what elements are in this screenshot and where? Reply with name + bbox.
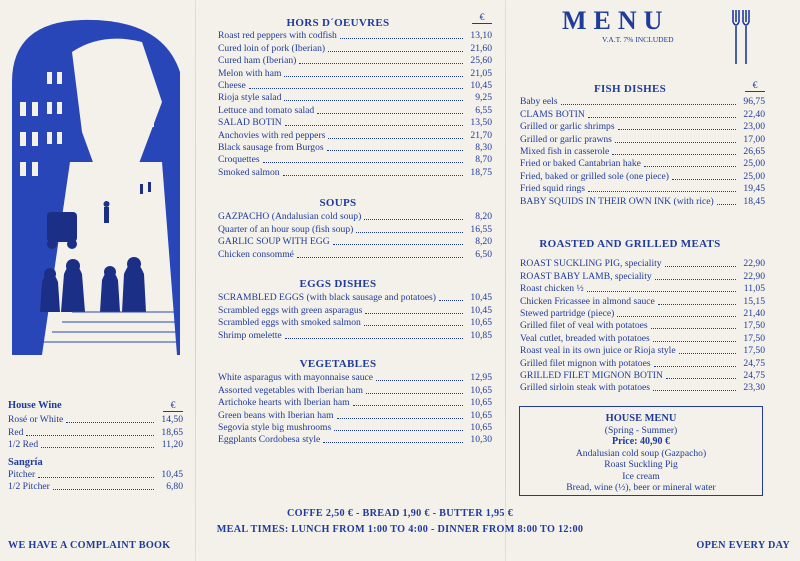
menu-item-name: Grilled sirloin steak with potatoes (520, 382, 651, 394)
euro-header-wine: € (163, 400, 183, 412)
menu-item-name: Stewed partridge (piece) (520, 307, 615, 319)
dot-leader (679, 353, 736, 354)
menu-item-price: 17,50 (743, 332, 765, 344)
dot-leader (285, 338, 463, 339)
house-menu-line: Andalusian cold soup (Gazpacho) (575, 447, 707, 459)
extras-line: COFFE 2,50 € - BREAD 1,90 € - BUTTER 1,95 € (287, 508, 513, 519)
dot-leader (617, 316, 736, 317)
menu-item-row (218, 372, 492, 384)
dot-leader (658, 304, 736, 305)
dot-leader (366, 393, 463, 394)
menu-item-price: 21,05 (470, 67, 492, 79)
menu-item-row (520, 258, 765, 270)
menu-item-price: 10,65 (470, 317, 492, 329)
menu-item-row (520, 195, 765, 207)
menu-item-price: 6,50 (475, 248, 492, 260)
sangria-title: Sangría (8, 457, 43, 469)
dot-leader (365, 313, 463, 314)
dot-leader (353, 405, 463, 406)
dot-leader (561, 104, 736, 105)
menu-item-row (520, 357, 765, 369)
dot-leader (317, 113, 463, 114)
dot-leader (588, 191, 736, 192)
menu-item-price: 24,75 (743, 369, 765, 381)
menu-item-name: GAZPACHO (Andalusian cold soup) (218, 211, 362, 223)
dot-leader (297, 257, 463, 258)
menu-item-row (520, 270, 765, 282)
menu-item-name: Smoked salmon (218, 166, 280, 178)
dot-leader (618, 129, 736, 130)
menu-item-price: 17,50 (743, 320, 765, 332)
menu-item-name: GARLIC SOUP WITH EGG (218, 236, 330, 248)
dot-leader (588, 117, 736, 118)
hors-doeuvres-list (218, 30, 492, 179)
menu-item-row (8, 468, 183, 480)
dot-leader (376, 380, 463, 381)
complaint-book-note: WE HAVE A COMPLAINT BOOK (8, 540, 171, 551)
menu-item-price: 10,65 (470, 421, 492, 433)
menu-item-name: Cured ham (Iberian) (218, 55, 297, 67)
menu-item-price: 8,30 (475, 141, 492, 153)
menu-item-name: Baby eels (520, 96, 558, 108)
menu-item-name: Chicken consommé (218, 248, 294, 260)
house-wine-list (8, 414, 183, 451)
meal-times-line: MEAL TIMES: LUNCH FROM 1:00 TO 4:00 - DINNER FROM 8:00 TO 12:00 (216, 524, 584, 535)
menu-item-name: Fried or baked Cantabrian hake (520, 158, 641, 170)
menu-item-row (218, 104, 492, 116)
menu-item-row (218, 236, 492, 248)
menu-item-row (218, 397, 492, 409)
menu-item-name: Roast red peppers with codfish (218, 30, 337, 42)
fish-title: FISH DISHES (593, 83, 667, 95)
dot-leader (249, 88, 463, 89)
menu-item-row (520, 121, 765, 133)
menu-item-price: 25,00 (743, 158, 765, 170)
dot-leader (327, 150, 463, 151)
menu-item-name: Segovia style big mushrooms (218, 421, 332, 433)
menu-item-name: Melon with ham (218, 67, 282, 79)
hors-doeuvres-title: HORS D´OEUVRES (286, 17, 390, 29)
dot-leader (53, 489, 154, 490)
menu-item-name: White asparagus with mayonnaise sauce (218, 372, 374, 384)
menu-item-name: GRILLED FILET MIGNON BOTIN (520, 369, 663, 381)
menu-item-name: Red (8, 426, 24, 438)
menu-item-row (218, 223, 492, 235)
menu-item-name: CLAMS BOTIN (520, 108, 585, 120)
menu-item-price: 14,50 (161, 414, 183, 426)
dot-leader (587, 291, 736, 292)
menu-item-price: 16,55 (470, 223, 492, 235)
menu-item-row (520, 108, 765, 120)
dot-leader (654, 366, 736, 367)
dot-leader (612, 154, 736, 155)
menu-item-row (520, 158, 765, 170)
menu-item-name: Green beans with Iberian ham (218, 409, 334, 421)
menu-item-price: 10,45 (161, 468, 183, 480)
dot-leader (665, 266, 736, 267)
menu-item-name: Scrambled eggs with green asparagus (218, 304, 363, 316)
menu-item-name: Quarter of an hour soup (fish soup) (218, 223, 354, 235)
menu-item-price: 24,75 (743, 357, 765, 369)
dot-leader (356, 232, 463, 233)
menu-item-price: 18,75 (470, 166, 492, 178)
sangria-list (8, 468, 183, 493)
menu-item-row (8, 439, 183, 451)
eggs-list (218, 292, 492, 342)
menu-item-row (520, 146, 765, 158)
menu-item-price: 11,05 (743, 283, 765, 295)
menu-item-price: 21,60 (470, 42, 492, 54)
menu-item-price: 6,80 (166, 480, 183, 492)
menu-item-name: Shrimp omelette (218, 329, 282, 341)
house-menu-line: Bread, wine (½), beer or mineral water (566, 482, 716, 493)
fold-line-left (195, 0, 196, 561)
dot-leader (666, 378, 736, 379)
dot-leader (284, 76, 463, 77)
menu-item-row (218, 166, 492, 178)
menu-item-name: BABY SQUIDS IN THEIR OWN INK (with rice) (520, 195, 714, 207)
menu-item-row (520, 382, 765, 394)
dot-leader (299, 63, 463, 64)
menu-item-row (520, 320, 765, 332)
menu-item-name: Mixed fish in casserole (520, 145, 610, 157)
menu-item-price: 26,65 (743, 145, 765, 157)
menu-item-name: Scrambled eggs with smoked salmon (218, 317, 361, 329)
menu-item-name: ROAST BABY LAMB, speciality (520, 270, 652, 282)
menu-item-price: 23,30 (743, 382, 765, 394)
menu-item-name: SALAD BOTIN (218, 117, 282, 129)
menu-item-name: Grilled or garlic prawns (520, 133, 612, 145)
menu-item-price: 10,65 (470, 397, 492, 409)
fold-line-right (505, 0, 506, 561)
menu-item-row (218, 329, 492, 341)
meats-title: ROASTED AND GRILLED MEATS (539, 238, 721, 250)
menu-item-price: 13,50 (470, 117, 492, 129)
menu-item-row (218, 55, 492, 67)
menu-item-row (520, 370, 765, 382)
eggs-title: EGGS DISHES (299, 278, 377, 290)
menu-item-price: 25,00 (743, 170, 765, 182)
menu-item-price: 10,45 (470, 304, 492, 316)
menu-item-name: Cheese (218, 79, 246, 91)
menu-item-price: 6,55 (475, 104, 492, 116)
dot-leader (38, 477, 154, 478)
house-menu-line: Ice cream (622, 470, 660, 482)
menu-item-name: Fried, baked or grilled sole (one piece) (520, 170, 669, 182)
menu-item-name: ROAST SUCKLING PIG, speciality (520, 258, 662, 270)
menu-item-row (218, 30, 492, 42)
dot-leader (340, 38, 463, 39)
house-menu-price: Price: 40,90 € (611, 436, 671, 447)
menu-item-row (520, 170, 765, 182)
soups-section (218, 197, 492, 261)
house-menu-title: HOUSE MENU (605, 413, 677, 424)
menu-item-name: Anchovies with red peppers (218, 129, 326, 141)
menu-item-price: 10,85 (470, 329, 492, 341)
menu-item-name: Assorted vegetables with Iberian ham (218, 384, 363, 396)
menu-item-price: 10,45 (470, 292, 492, 304)
menu-item-price: 13,10 (470, 30, 492, 42)
menu-item-price: 18,65 (161, 426, 183, 438)
dot-leader (644, 166, 736, 167)
menu-item-price: 8,20 (475, 211, 492, 223)
dot-leader (364, 325, 463, 326)
menu-item-price: 12,95 (470, 372, 492, 384)
menu-item-name: Black sausage from Burgos (218, 141, 324, 153)
menu-item-row (520, 96, 765, 108)
soups-title: SOUPS (319, 197, 357, 209)
meats-list (520, 258, 765, 394)
menu-item-row (218, 154, 492, 166)
menu-item-price: 19,45 (743, 183, 765, 195)
menu-item-row (218, 317, 492, 329)
menu-item-name: 1/2 Pitcher (8, 480, 50, 492)
dot-leader (328, 51, 463, 52)
dot-leader (328, 138, 463, 139)
dot-leader (66, 422, 154, 423)
vegetables-list (218, 372, 492, 446)
dot-leader (41, 447, 154, 448)
dot-leader (651, 328, 736, 329)
menu-item-name: Grilled filet of veal with potatoes (520, 320, 648, 332)
menu-item-name: Lettuce and tomato salad (218, 104, 315, 116)
menu-item-price: 18,45 (743, 195, 765, 207)
dot-leader (283, 175, 463, 176)
menu-item-price: 23,00 (743, 121, 765, 133)
dot-leader (337, 418, 463, 419)
menu-item-name: Fried squid rings (520, 183, 586, 195)
euro-header: € (472, 12, 492, 24)
house-menu-box (519, 406, 763, 496)
menu-item-row (218, 142, 492, 154)
menu-item-row (218, 129, 492, 141)
menu-item-price: 96,75 (743, 96, 765, 108)
menu-item-name: Chicken Fricassee in almond sauce (520, 295, 655, 307)
menu-item-price: 21,70 (470, 129, 492, 141)
dot-leader (364, 219, 463, 220)
menu-item-name: 1/2 Red (8, 439, 39, 451)
menu-item-price: 10,65 (470, 384, 492, 396)
dot-leader (323, 442, 463, 443)
menu-item-row (218, 248, 492, 260)
eggs-section (218, 278, 492, 342)
dot-leader (717, 204, 736, 205)
menu-item-price: 11,20 (161, 439, 183, 451)
dot-leader (285, 125, 463, 126)
menu-item-row (218, 117, 492, 129)
menu-item-row (8, 481, 183, 493)
menu-item-name: Veal cutlet, breaded with potatoes (520, 332, 650, 344)
menu-item-row (218, 434, 492, 446)
menu-item-row (218, 92, 492, 104)
menu-title: MENU (562, 6, 670, 35)
menu-item-name: Grilled filet mignon with potatoes (520, 357, 651, 369)
menu-item-price: 8,20 (475, 236, 492, 248)
dot-leader (26, 435, 154, 436)
menu-item-price: 15,15 (743, 295, 765, 307)
menu-item-row (218, 292, 492, 304)
euro-header-fish: € (745, 80, 765, 92)
menu-item-price: 22,90 (743, 258, 765, 270)
menu-item-row (218, 80, 492, 92)
menu-item-row (218, 67, 492, 79)
menu-item-price: 22,40 (743, 108, 765, 120)
menu-item-row (520, 345, 765, 357)
menu-item-row (520, 308, 765, 320)
dot-leader (334, 430, 463, 431)
dot-leader (655, 279, 736, 280)
menu-item-name: Roast chicken ½ (520, 283, 584, 295)
vegetables-section (218, 358, 492, 446)
menu-item-row (218, 422, 492, 434)
menu-item-name: Rioja style salad (218, 92, 282, 104)
menu-item-price: 10,65 (470, 409, 492, 421)
menu-item-row (218, 42, 492, 54)
menu-item-row (520, 295, 765, 307)
menu-item-row (520, 332, 765, 344)
menu-item-name: Pitcher (8, 468, 36, 480)
house-wine-section (8, 400, 183, 493)
menu-item-name: Artichoke hearts with Iberian ham (218, 397, 350, 409)
dot-leader (653, 341, 736, 342)
menu-item-row (520, 183, 765, 195)
hors-doeuvres-section (218, 12, 492, 179)
meats-section (520, 238, 765, 394)
dot-leader (333, 244, 463, 245)
menu-item-price: 10,45 (470, 79, 492, 91)
menu-item-row (218, 304, 492, 316)
menu-item-price: 10,30 (470, 434, 492, 446)
menu-item-price: 17,50 (743, 345, 765, 357)
street-illustration (12, 12, 180, 355)
menu-item-row (8, 414, 183, 426)
menu-item-row (218, 211, 492, 223)
house-wine-title: House Wine (8, 400, 62, 411)
vat-note: V.A.T. 7% INCLUDED (602, 35, 674, 44)
dot-leader (439, 300, 463, 301)
menu-item-name: SCRAMBLED EGGS (with black sausage and potatoes) (218, 292, 436, 304)
menu-item-name: Grilled or garlic shrimps (520, 121, 615, 133)
menu-item-price: 25,60 (470, 55, 492, 67)
fork-icon (730, 8, 752, 71)
menu-item-name: Croquettes (218, 154, 260, 166)
menu-item-price: 21,40 (743, 307, 765, 319)
menu-item-row (520, 133, 765, 145)
menu-item-price: 22,90 (743, 270, 765, 282)
menu-item-price: 8,70 (475, 154, 492, 166)
menu-item-row (218, 409, 492, 421)
dot-leader (615, 142, 736, 143)
house-menu-line: Roast Suckling Pig (604, 459, 678, 470)
open-every-day-note: OPEN EVERY DAY (696, 540, 790, 551)
menu-item-name: Cured loin of pork (Iberian) (218, 42, 326, 54)
dot-leader (653, 390, 736, 391)
menu-item-name: Rosé or White (8, 414, 64, 426)
fish-list (520, 96, 765, 208)
vegetables-title: VEGETABLES (299, 358, 377, 370)
menu-item-row (520, 283, 765, 295)
menu-item-row (8, 426, 183, 438)
house-menu-season: (Spring - Summer) (604, 424, 678, 436)
menu-item-name: Roast veal in its own juice or Rioja style (520, 345, 676, 357)
dot-leader (263, 162, 463, 163)
menu-item-name: Eggplants Cordobesa style (218, 434, 321, 446)
menu-item-row (218, 384, 492, 396)
fish-section (520, 80, 765, 208)
menu-item-price: 9,25 (475, 92, 492, 104)
dot-leader (672, 179, 736, 180)
soups-list (218, 211, 492, 261)
menu-item-price: 17,00 (743, 133, 765, 145)
dot-leader (284, 100, 463, 101)
